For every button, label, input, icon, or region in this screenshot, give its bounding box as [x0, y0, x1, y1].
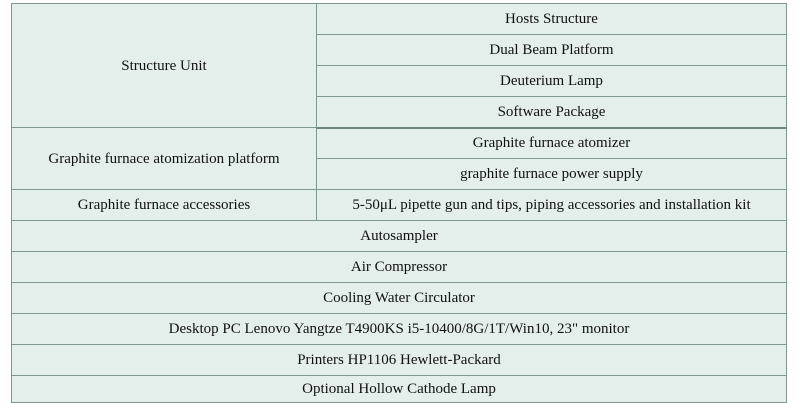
- graphite-accessories-value: 5-50μL pipette gun and tips, piping accessories and installation kit: [317, 190, 787, 221]
- row-printers: Printers HP1106 Hewlett-Packard: [12, 345, 787, 376]
- table-row: [12, 190, 787, 221]
- structure-item-hosts: Hosts Structure: [317, 4, 787, 35]
- row-autosampler: Autosampler: [12, 221, 787, 252]
- table-row: [12, 376, 787, 403]
- row-hollow-cathode: Optional Hollow Cathode Lamp: [12, 376, 787, 403]
- table-row: [12, 221, 787, 252]
- structure-item-dual-beam: Dual Beam Platform: [317, 35, 787, 66]
- configuration-table: [11, 3, 787, 403]
- row-desktop-pc: Desktop PC Lenovo Yangtze T4900KS i5-10400/8G/1T/Win10, 23" monitor: [12, 314, 787, 345]
- structure-unit-label: Structure Unit: [12, 4, 317, 128]
- table-row: [12, 4, 787, 35]
- graphite-item-power-supply: graphite furnace power supply: [317, 159, 787, 190]
- table-row: [12, 345, 787, 376]
- table-row: [12, 314, 787, 345]
- graphite-platform-label: Graphite furnace atomization platform: [12, 128, 317, 190]
- table-row: [12, 283, 787, 314]
- structure-item-software: Software Package: [317, 97, 787, 128]
- graphite-item-atomizer: Graphite furnace atomizer: [317, 128, 787, 159]
- table-row: [12, 252, 787, 283]
- structure-item-deuterium: Deuterium Lamp: [317, 66, 787, 97]
- row-air-compressor: Air Compressor: [12, 252, 787, 283]
- table-row: [12, 128, 787, 159]
- graphite-accessories-label: Graphite furnace accessories: [12, 190, 317, 221]
- row-cooling-water: Cooling Water Circulator: [12, 283, 787, 314]
